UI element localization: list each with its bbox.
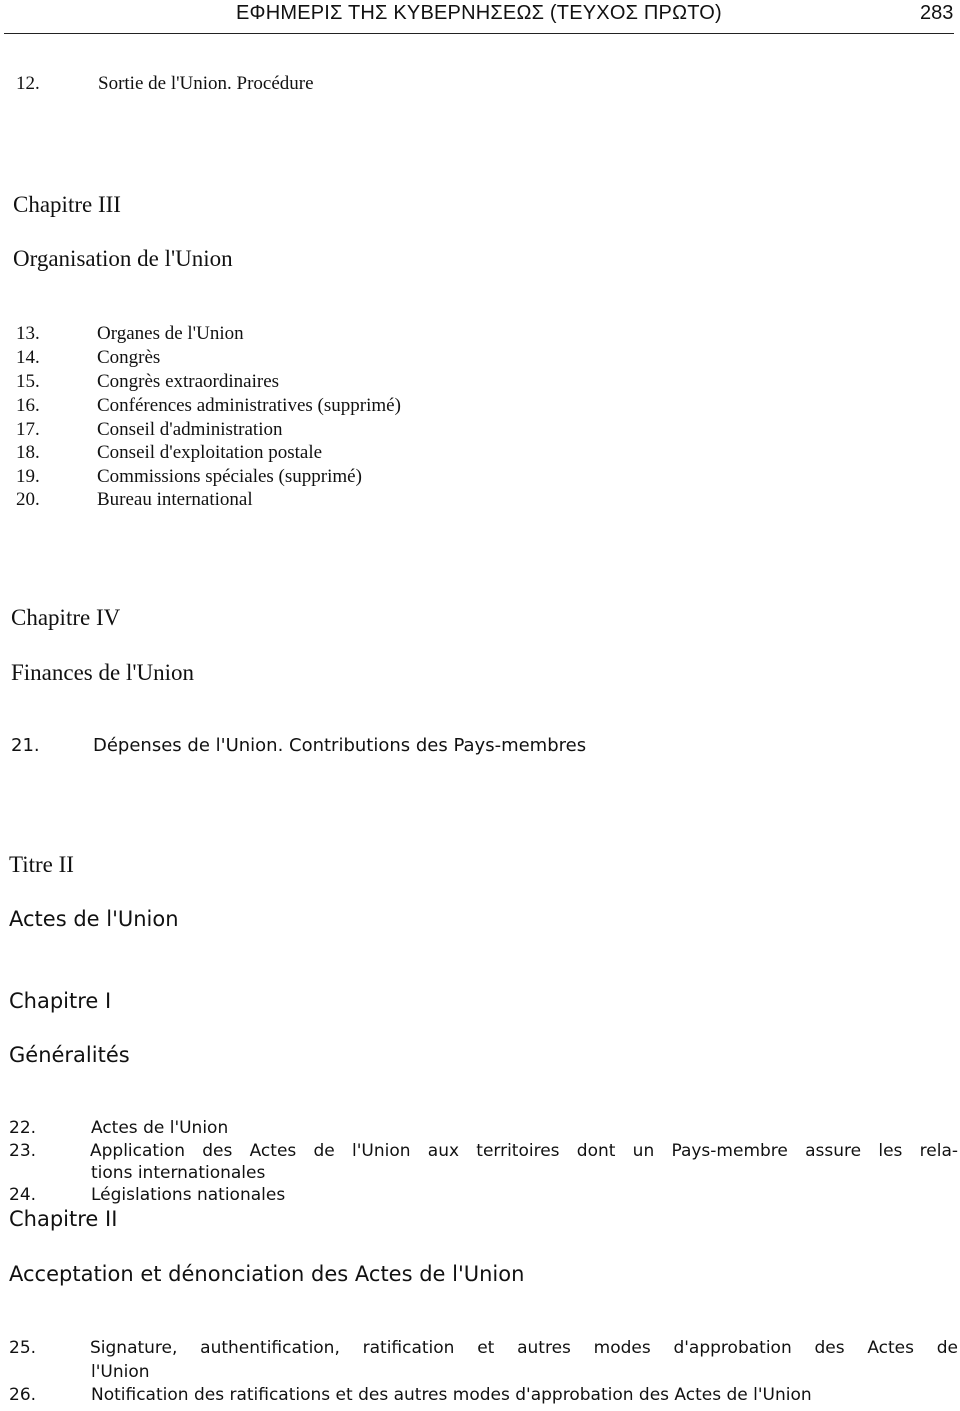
chapter-iii-title: Organisation de l'Union (13, 246, 233, 271)
toc-item-text: Congrès (97, 347, 161, 368)
toc-item-text: tions internationales (91, 1163, 266, 1183)
title-ii-heading: Actes de l'Union (9, 907, 179, 931)
header-divider (4, 33, 954, 34)
toc-item-text: Organes de l'Union (97, 323, 244, 344)
chapter-iv-title: Finances de l'Union (11, 660, 195, 685)
toc-item-text: Dépenses de l'Union. Contributions des Pays-membres (93, 735, 587, 756)
toc-item-text: Législations nationales (91, 1185, 286, 1205)
toc-item-number: 26. (9, 1385, 37, 1405)
toc-item-number: 14. (16, 347, 40, 368)
chapter-iii-label: Chapitre III (13, 192, 121, 217)
toc-item-number: 18. (16, 442, 40, 463)
toc-item-number: 22. (9, 1118, 37, 1138)
toc-item-text: Application des Actes de l'Union aux territoires dont un Pays-membre assure les rela- (90, 1141, 958, 1161)
chapter-i-title: Généralités (9, 1043, 130, 1067)
gazette-header-title: ΕΦΗΜΕΡΙΣ ΤΗΣ ΚΥΒΕΡΝΗΣΕΩΣ (ΤΕΥΧΟΣ ΠΡΩΤΟ) (236, 2, 722, 24)
toc-item-number: 17. (16, 419, 40, 440)
chapter-ii-title: Acceptation et dénonciation des Actes de l'Union (9, 1262, 525, 1286)
toc-item-text: l'Union (91, 1362, 150, 1382)
toc-item-text: Conseil d'administration (97, 419, 283, 440)
chapter-iv-label: Chapitre IV (11, 605, 121, 630)
toc-item-text: Signature, authentification, ratification et autres modes d'approbation des Actes de (90, 1338, 958, 1358)
toc-item-number: 25. (9, 1338, 37, 1358)
toc-item-number: 24. (9, 1185, 37, 1205)
toc-item-number: 19. (16, 466, 40, 487)
toc-item-text: Commissions spéciales (supprimé) (97, 466, 362, 487)
toc-item-number: 12. (16, 73, 40, 94)
toc-item-number: 16. (16, 395, 40, 416)
chapter-ii-label: Chapitre II (9, 1207, 118, 1231)
toc-item-text: Actes de l'Union (91, 1118, 229, 1138)
title-ii-label: Titre II (9, 852, 74, 877)
toc-item-number: 21. (11, 735, 40, 756)
toc-item-text: Bureau international (97, 489, 253, 510)
toc-item-number: 15. (16, 371, 40, 392)
toc-item-text: Sortie de l'Union. Procédure (98, 73, 314, 94)
toc-item-number: 13. (16, 323, 40, 344)
toc-item-text: Conférences administratives (supprimé) (97, 395, 401, 416)
toc-item-text: Notification des ratifications et des autres modes d'approbation des Actes de l'Union (91, 1385, 812, 1405)
toc-item-number: 20. (16, 489, 40, 510)
toc-item-number: 23. (9, 1141, 37, 1161)
page-number: 283 (920, 2, 954, 24)
chapter-i-label: Chapitre I (9, 989, 112, 1013)
toc-item-text: Congrès extraordinaires (97, 371, 280, 392)
toc-item-text: Conseil d'exploitation postale (97, 442, 323, 463)
